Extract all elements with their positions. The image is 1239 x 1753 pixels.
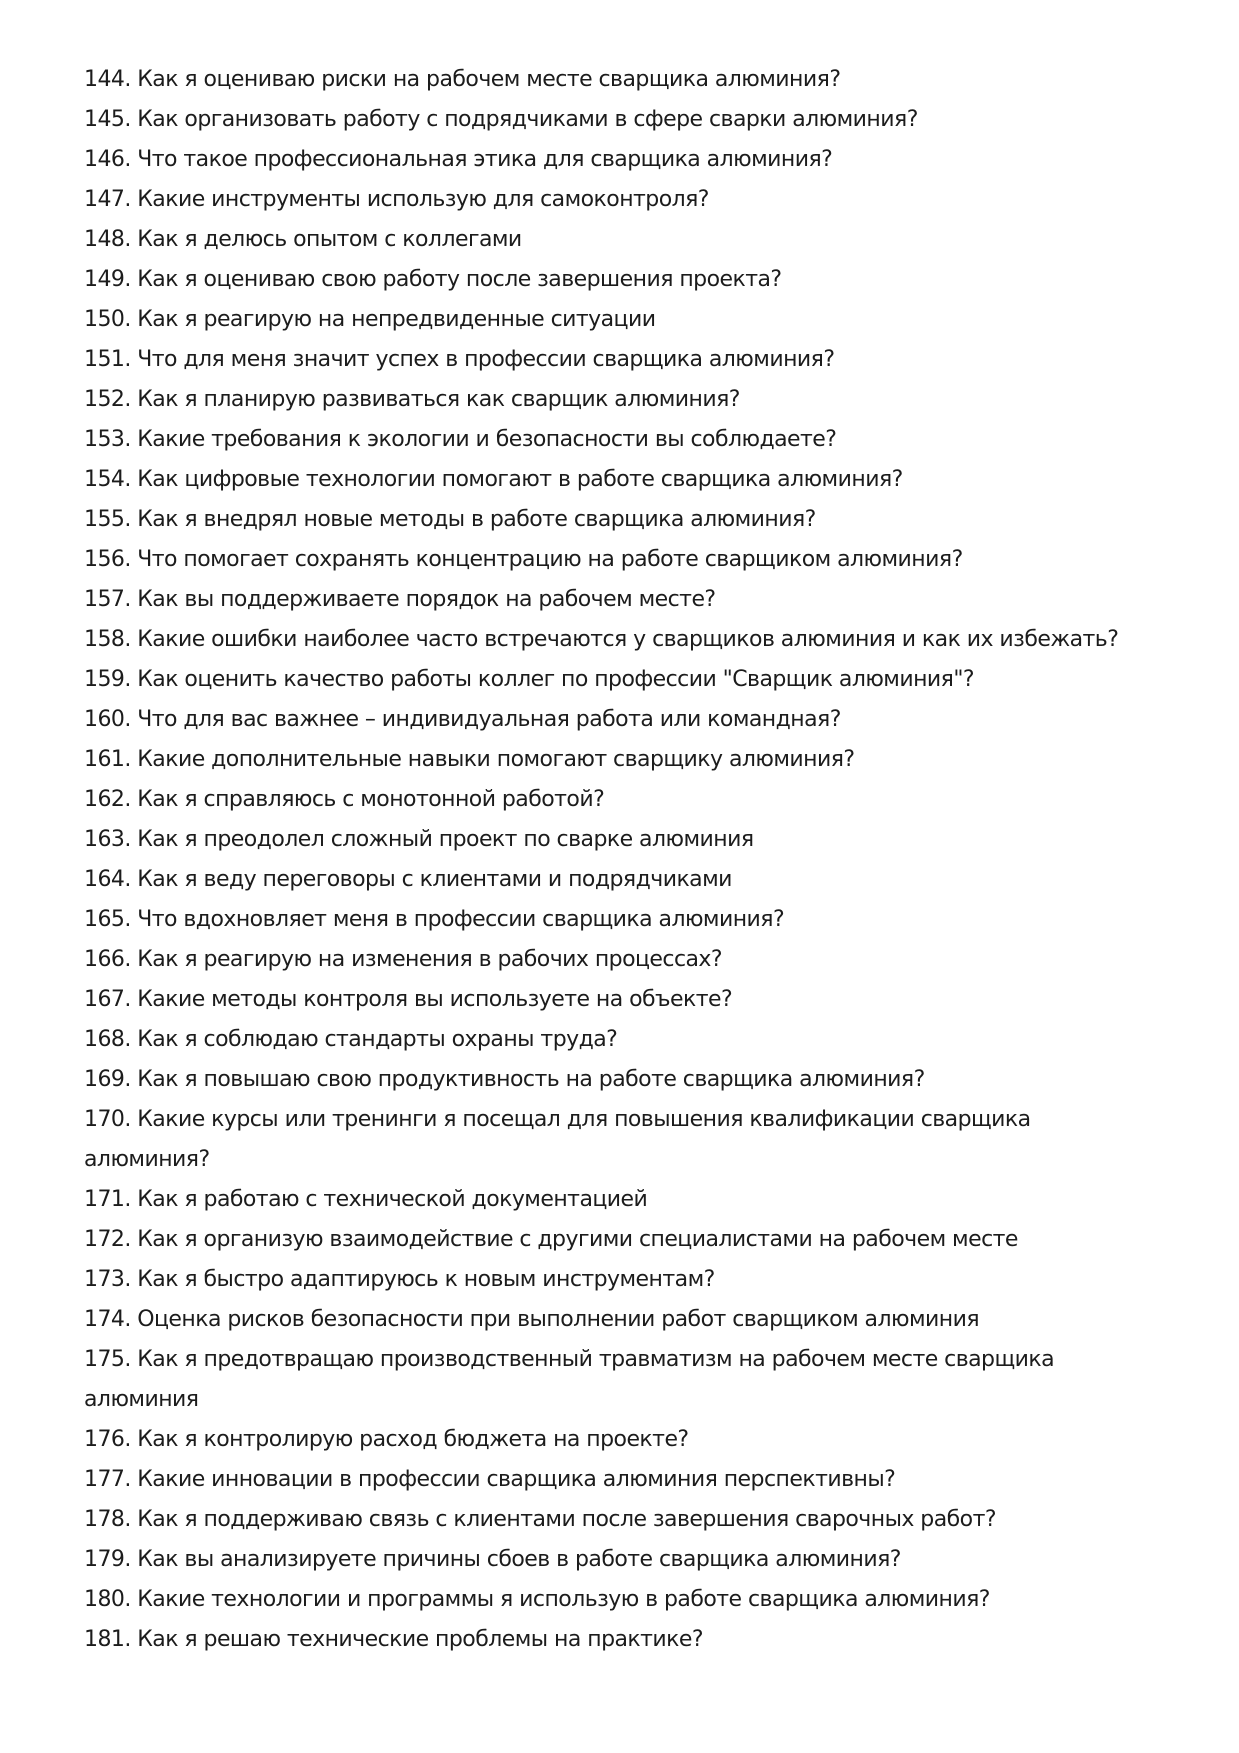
list-item: 148. Как я делюсь опытом с коллегами xyxy=(84,227,522,252)
list-item: 173. Как я быстро адаптируюсь к новым инструментам? xyxy=(84,1267,715,1292)
list-item: 145. Как организовать работу с подрядчиками в сфере сварки алюминия? xyxy=(84,107,918,132)
list-item: 174. Оценка рисков безопасности при выполнении работ сварщиком алюминия xyxy=(84,1307,980,1332)
question-list xyxy=(84,60,1139,1660)
list-item: 161. Какие дополнительные навыки помогают сварщику алюминия? xyxy=(84,747,855,772)
list-item: 176. Как я контролирую расход бюджета на проекте? xyxy=(84,1427,689,1452)
list-item: 153. Какие требования к экологии и безопасности вы соблюдаете? xyxy=(84,427,837,452)
list-item: 170. Какие курсы или тренинги я посещал для повышения квалификации сварщика алюминия? xyxy=(84,1107,1031,1172)
list-item: 175. Как я предотвращаю производственный травматизм на рабочем месте сварщика алюминия xyxy=(84,1347,1055,1412)
list-item: 162. Как я справляюсь с монотонной работой? xyxy=(84,787,605,812)
list-item: 177. Какие инновации в профессии сварщика алюминия перспективны? xyxy=(84,1467,896,1492)
list-item: 181. Как я решаю технические проблемы на практике? xyxy=(84,1627,704,1652)
list-item: 163. Как я преодолел сложный проект по сварке алюминия xyxy=(84,827,754,852)
list-item: 159. Как оценить качество работы коллег по профессии "Сварщик алюминия"? xyxy=(84,667,975,692)
list-item: 151. Что для меня значит успех в профессии сварщика алюминия? xyxy=(84,347,835,372)
list-item: 155. Как я внедрял новые методы в работе сварщика алюминия? xyxy=(84,507,816,532)
list-item: 152. Как я планирую развиваться как сварщик алюминия? xyxy=(84,387,740,412)
list-item: 147. Какие инструменты использую для самоконтроля? xyxy=(84,187,709,212)
list-item: 144. Как я оцениваю риски на рабочем месте сварщика алюминия? xyxy=(84,67,841,92)
list-item: 154. Как цифровые технологии помогают в работе сварщика алюминия? xyxy=(84,467,903,492)
list-item: 150. Как я реагирую на непредвиденные ситуации xyxy=(84,307,656,332)
list-item: 164. Как я веду переговоры с клиентами и подрядчиками xyxy=(84,867,732,892)
list-item: 179. Как вы анализируете причины сбоев в работе сварщика алюминия? xyxy=(84,1547,901,1572)
list-item: 166. Как я реагирую на изменения в рабочих процессах? xyxy=(84,947,723,972)
list-item: 156. Что помогает сохранять концентрацию на работе сварщиком алюминия? xyxy=(84,547,963,572)
list-item: 149. Как я оцениваю свою работу после завершения проекта? xyxy=(84,267,782,292)
list-item: 178. Как я поддерживаю связь с клиентами после завершения сварочных работ? xyxy=(84,1507,996,1532)
list-item: 167. Какие методы контроля вы используете на объекте? xyxy=(84,987,733,1012)
list-item: 171. Как я работаю с технической документацией xyxy=(84,1187,648,1212)
list-item: 165. Что вдохновляет меня в профессии сварщика алюминия? xyxy=(84,907,785,932)
list-item: 146. Что такое профессиональная этика для сварщика алюминия? xyxy=(84,147,833,172)
list-item: 157. Как вы поддерживаете порядок на рабочем месте? xyxy=(84,587,716,612)
list-item: 172. Как я организую взаимодействие с другими специалистами на рабочем месте xyxy=(84,1227,1018,1252)
list-item: 158. Какие ошибки наиболее часто встречаются у сварщиков алюминия и как их избежать? xyxy=(84,627,1119,652)
list-item: 169. Как я повышаю свою продуктивность на работе сварщика алюминия? xyxy=(84,1067,925,1092)
list-item: 180. Какие технологии и программы я использую в работе сварщика алюминия? xyxy=(84,1587,990,1612)
list-item: 160. Что для вас важнее – индивидуальная работа или командная? xyxy=(84,707,841,732)
list-item: 168. Как я соблюдаю стандарты охраны труда? xyxy=(84,1027,618,1052)
